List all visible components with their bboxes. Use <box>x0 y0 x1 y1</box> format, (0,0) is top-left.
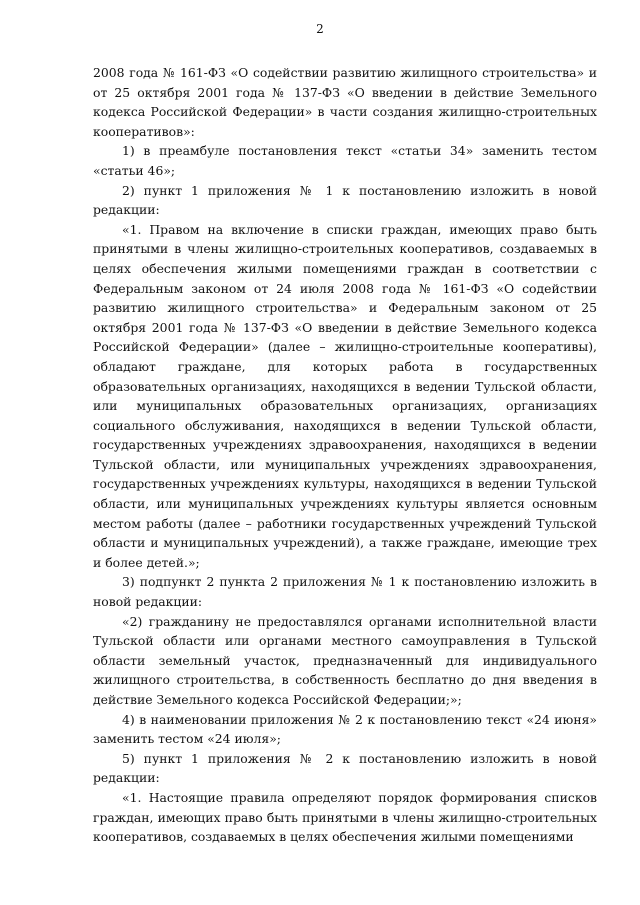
paragraph-continuation: 2008 года № 161-ФЗ «О содействии развитию жилищного строительства» и от 25 октября 2001 года № 137-ФЗ «О введении в действие Земельного кодекса Российской Федерации» в части создания жилищно-строительных кооперативов»: <box>93 65 597 139</box>
page-number: 2 <box>316 22 324 36</box>
paragraph-item-2: 2) пункт 1 приложения № 1 к постановлению изложить в новой редакции: <box>93 182 597 218</box>
paragraph-item-5: 5) пункт 1 приложения № 2 к постановлению изложить в новой редакции: <box>93 750 597 786</box>
paragraph-item-3: 3) подпункт 2 пункта 2 приложения № 1 к постановлению изложить в новой редакции: <box>93 574 597 610</box>
paragraph-item-1: 1) в преамбуле постановления текст «статьи 34» заменить тестом «статьи 46»; <box>93 143 597 178</box>
paragraph-quote-1: «1. Правом на включение в списки граждан, имеющих право быть принятыми в члены жилищно-строительных кооперативов, создаваемых в целях обеспечения жилыми помещениями граждан в соответствии с Федеральным законом от 24 июля 2008 года № 161-ФЗ «О содействии развитию жилищного строительства» и Федеральным законом от 25 октября 2001 года № 137-ФЗ «О введении в действие Земельного кодекса Российской Федерации» (далее – жилищно-строительные кооперативы), обладают граждане, для которых работа в государственных образовательных организациях, находящихся в ведении Тульской области, или муниципальных образовательных организациях, организациях социального обслуживания, находящихся в ведении Тульской области, государственных учреждениях здравоохранения, находящихся в ведении Тульской области, или муниципальных учреждениях здравоохранения, государственных учреждениях культуры, находящихся в ведении Тульской области, или муниципальных учреждениях культуры является основным местом работы (далее – работники государственных учреждений Тульской области и муниципальных учреждений), а также граждане, имеющие трех и более детей.»; <box>93 221 597 570</box>
paragraph-item-4: 4) в наименовании приложения № 2 к постановлению текст «24 июня» заменить тестом «24 июля»; <box>93 711 597 747</box>
document-body <box>93 63 597 847</box>
paragraph-quote-2: «2) гражданину не предоставлялся органами исполнительной власти Тульской области или органами местного самоуправления в Тульской области земельный участок, предназначенный для индивидуального жилищного строительства, в собственность бесплатно до дня введения в действие Земельного кодекса Российской Федерации;»; <box>93 613 597 707</box>
paragraph-quote-3: «1. Настоящие правила определяют порядок формирования списков граждан, имеющих право быть принятыми в члены жилищно-строительных кооперативов, создаваемых в целях обеспечения жилыми помещениями <box>93 789 597 845</box>
